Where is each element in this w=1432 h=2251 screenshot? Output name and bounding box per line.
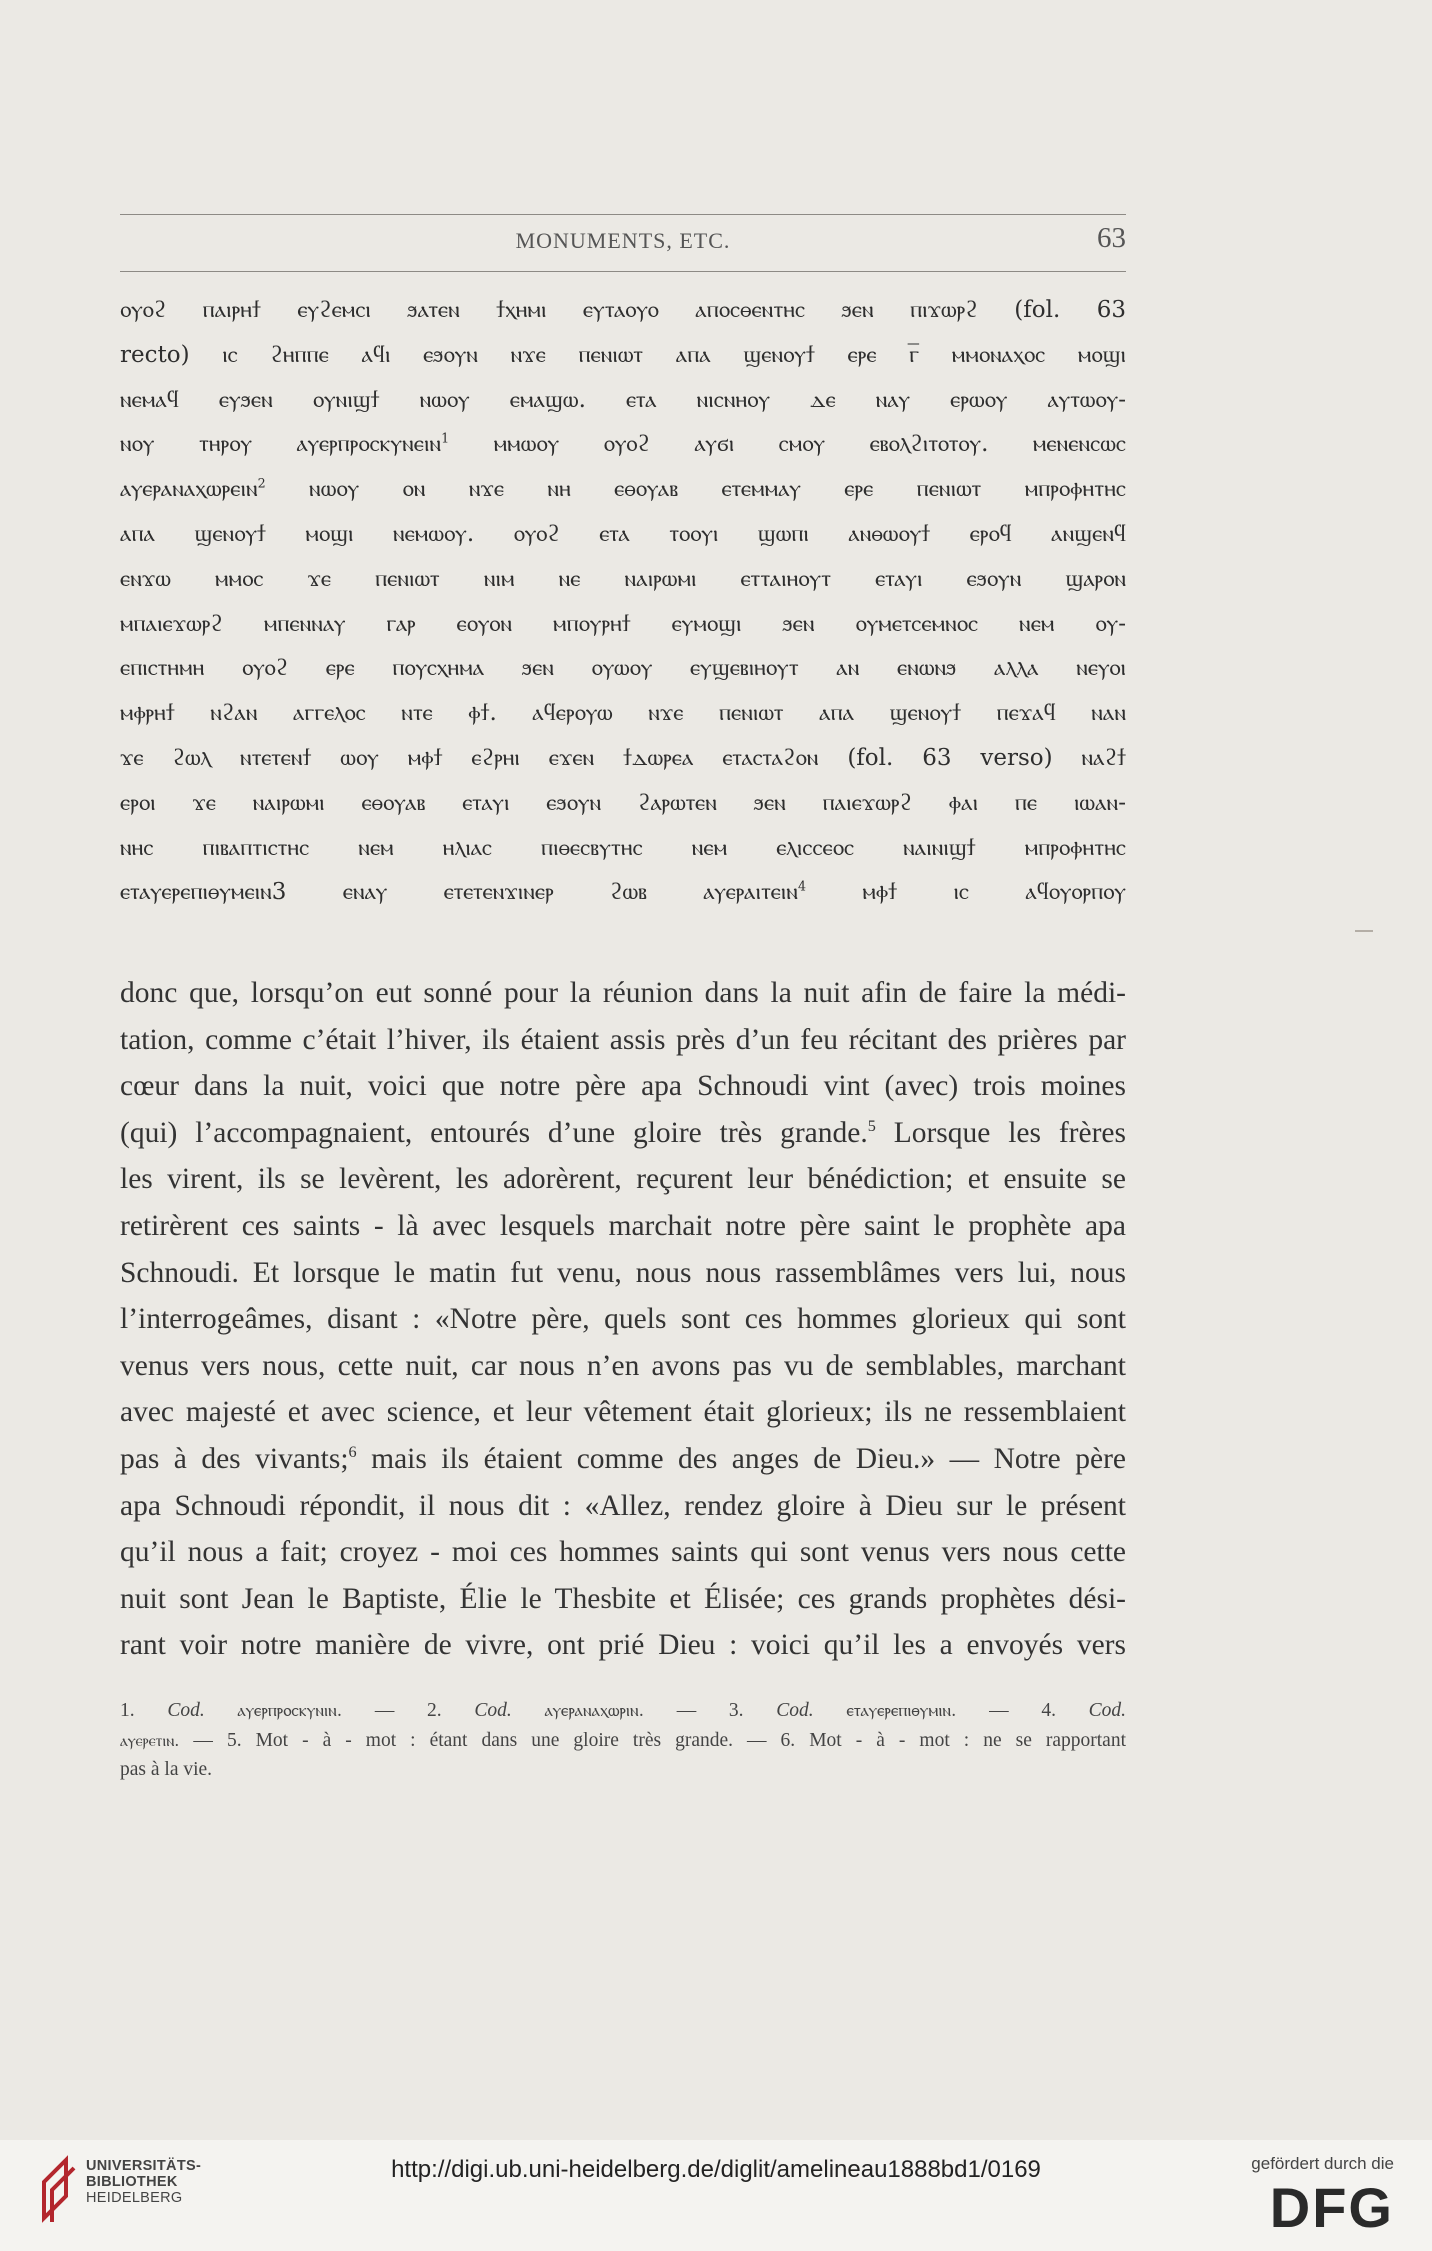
translation-line: retirèrent ces saints - là avec lesquels marchait notre père saint le prophète apa — [120, 1209, 1126, 1242]
footnote-coptic: ⲁⲩⲉⲣⲉⲧⲓⲛ. — [120, 1731, 180, 1750]
translation-line: rant voir notre manière de vivre, ont prié Dieu : voici qu’il les a envoyés vers — [120, 1629, 1126, 1662]
coptic-text-block — [120, 288, 1126, 915]
footnote-line: pas à la vie. — [120, 1759, 213, 1780]
translation-line: tation, comme c’était l’hiver, ils étaient assis près d’un feu récitant des prières par — [120, 1023, 1126, 1056]
translation-text-block — [120, 970, 1126, 1669]
footnote-coptic: ⲉⲧⲁⲩⲉⲣⲉⲡⲓⲑⲩⲙⲓⲛ. — [846, 1701, 957, 1721]
footnote-coptic: ⲁⲩⲉⲣⲁⲛⲁⲭⲱⲣⲓⲛ. — [544, 1701, 645, 1721]
coptic-line — [120, 467, 1126, 512]
coptic-line-text — [120, 431, 1126, 457]
footnote-separator: — — [676, 1700, 697, 1721]
coptic-fragment: ⲛⲱⲟⲩ ⲟⲛ ⲛϫⲉ ⲛⲏ ⲉⲑⲟⲩⲁⲃ ⲉⲧⲉⲙⲙⲁⲩ ⲉⲣⲉ ⲡⲉⲛⲓⲱⲧ ⲙⲡⲣⲟⲫⲏⲧⲏⲥ — [265, 476, 1126, 503]
footnote-ref[interactable]: 2 — [257, 475, 266, 491]
translation-line: nuit sont Jean le Baptiste, Élie le Thesbite et Élisée; ces grands prophètes dési- — [120, 1582, 1126, 1615]
margin-mark — [1355, 930, 1373, 932]
footnote-text: — 5. Mot - à - mot : étant dans une gloire très grande. — 6. Mot - à - mot : ne se rapportant — [193, 1730, 1127, 1751]
coptic-fragment: ⲛⲟⲩ ⲧⲏⲣⲟⲩ ⲁⲩⲉⲣⲡⲣⲟⲥⲕⲩⲛⲉⲓⲛ — [120, 431, 442, 458]
footnote-number: 2. — [427, 1700, 442, 1721]
footnote-cod: Cod. — [776, 1700, 814, 1721]
footnote-line — [120, 1726, 1126, 1755]
header-rule — [120, 271, 1126, 272]
library-name-line: BIBLIOTHEK — [86, 2174, 178, 2190]
running-head: MONUMENTS, ETC. — [515, 228, 731, 253]
coptic-line: ϫⲉ ϩⲱⲗ ⲛⲧⲉⲧⲉⲛϯ ⲱⲟⲩ ⲙⲫϯ ⲉϩⲣⲏⲓ ⲉϫⲉⲛ ϯⲇⲱⲣⲉⲁ ⲉⲧⲁⲥⲧⲁϩⲟⲛ (fol. 63 verso) ⲛⲁϩϯ — [120, 744, 1126, 771]
coptic-line: ⲟⲩⲟϩ ⲡⲁⲓⲣⲏϯ ⲉⲩϩⲉⲙⲥⲓ ϧⲁⲧⲉⲛ ϯⲭⲏⲙⲓ ⲉⲩⲧⲁⲟⲩⲟ ⲁⲡⲟⲥⲑⲉⲛⲧⲏⲥ ϧⲉⲛ ⲡⲓϫⲱⲣϩ (fol. 63 — [120, 297, 1126, 323]
coptic-line: ⲛⲉⲙⲁϥ ⲉⲩϧⲉⲛ ⲟⲩⲛⲓϣϯ ⲛⲱⲟⲩ ⲉⲙⲁϣⲱ. ⲉⲧⲁ ⲛⲓⲥⲛⲏⲟⲩ ⲇⲉ ⲛⲁⲩ ⲉⲣⲱⲟⲩ ⲁⲩⲧⲱⲟⲩ- — [120, 386, 1126, 413]
coptic-line — [120, 422, 1126, 467]
translation-line: cœur dans la nuit, voici que notre père apa Schnoudi vint (avec) trois moines — [120, 1070, 1126, 1103]
coptic-line: recto) ⲓⲥ ϩⲏⲡⲡⲉ ⲁϥⲓ ⲉϧⲟⲩⲛ ⲛϫⲉ ⲡⲉⲛⲓⲱⲧ ⲁⲡⲁ ϣⲉⲛⲟⲩϯ ⲉⲣⲉ ⲅ̅ ⲙⲙⲟⲛⲁⲭⲟⲥ ⲙⲟϣⲓ — [120, 341, 1126, 368]
coptic-line: ⲉⲡⲓⲥⲧⲏⲙⲏ ⲟⲩⲟϩ ⲉⲣⲉ ⲡⲟⲩⲥⲭⲏⲙⲁ ϧⲉⲛ ⲟⲩⲱⲟⲩ ⲉⲩϣⲉⲃⲓⲏⲟⲩⲧ ⲁⲛ ⲉⲛⲱⲛϧ ⲁⲗⲗⲁ ⲛⲉⲩⲟⲓ — [120, 655, 1126, 682]
translation-line: qu’il nous a fait; croyez - moi ces hommes saints qui sont venus vers nous cette — [120, 1536, 1126, 1569]
translation-fragment: Lorsque les frères — [875, 1116, 1126, 1149]
translation-fragment: pas à des vivants; — [120, 1442, 349, 1475]
translation-line: avec majesté et avec science, et leur vêtement était glorieux; ils ne ressemblaient — [120, 1396, 1126, 1429]
coptic-fragment: ⲁⲩⲉⲣⲁⲛⲁⲭⲱⲣⲉⲓⲛ — [120, 476, 258, 503]
footnote-coptic: ⲁⲩⲉⲣⲡⲣⲟⲥⲕⲩⲛⲓⲛ. — [237, 1701, 343, 1721]
coptic-line: ⲙⲡⲁⲓⲉϫⲱⲣϩ ⲙⲡⲉⲛⲛⲁⲩ ⲅⲁⲣ ⲉⲟⲩⲟⲛ ⲙⲡⲟⲩⲣⲏϯ ⲉⲩⲙⲟϣⲓ ϧⲉⲛ ⲟⲩⲙⲉⲧⲥⲉⲙⲛⲟⲥ ⲛⲉⲙ ⲟⲩ- — [120, 610, 1126, 637]
footnote-number: 4. — [1041, 1700, 1056, 1721]
footnote-ref[interactable]: 1 — [441, 430, 450, 446]
top-rule — [120, 214, 1126, 215]
coptic-line: ⲙⲫⲣⲏϯ ⲛϩⲁⲛ ⲁⲅⲅⲉⲗⲟⲥ ⲛⲧⲉ ⲫϯ. ⲁϥⲉⲣⲟⲩⲱ ⲛϫⲉ ⲡⲉⲛⲓⲱⲧ ⲁⲡⲁ ϣⲉⲛⲟⲩϯ ⲡⲉϫⲁϥ ⲛⲁⲛ — [120, 700, 1126, 727]
funding-caption: gefördert durch die — [1251, 2154, 1394, 2173]
footnotes — [120, 1696, 1126, 1784]
library-name-line: UNIVERSITÄTS- — [86, 2158, 202, 2174]
footnote-separator: — — [374, 1700, 395, 1721]
translation-line — [120, 1436, 1126, 1483]
footnote-cod: Cod. — [167, 1700, 205, 1721]
translation-fragment: (qui) l’accompagnaient, entourés d’une gloire très grande. — [120, 1116, 868, 1149]
coptic-line: ⲉⲣⲟⲓ ϫⲉ ⲛⲁⲓⲣⲱⲙⲓ ⲉⲑⲟⲩⲁⲃ ⲉⲧⲁⲩⲓ ⲉϧⲟⲩⲛ ϩⲁⲣⲱⲧⲉⲛ ϧⲉⲛ ⲡⲁⲓⲉϫⲱⲣϩ ⲫⲁⲓ ⲡⲉ ⲓⲱⲁⲛ- — [120, 789, 1126, 816]
coptic-line: ⲉⲛϫⲱ ⲙⲙⲟⲥ ϫⲉ ⲡⲉⲛⲓⲱⲧ ⲛⲓⲙ ⲛⲉ ⲛⲁⲓⲣⲱⲙⲓ ⲉⲧⲧⲁⲓⲏⲟⲩⲧ ⲉⲧⲁⲩⲓ ⲉϧⲟⲩⲛ ϣⲁⲣⲟⲛ — [120, 565, 1126, 592]
coptic-fragment: ⲙⲙⲱⲟⲩ ⲟⲩⲟϩ ⲁⲩϭⲓ ⲥⲙⲟⲩ ⲉⲃⲟⲗϩⲓⲧⲟⲧⲟⲩ. ⲙⲉⲛⲉⲛⲥⲱⲥ — [449, 431, 1126, 458]
coptic-line: ⲛⲏⲥ ⲡⲓⲃⲁⲡⲧⲓⲥⲧⲏⲥ ⲛⲉⲙ ⲏⲗⲓⲁⲥ ⲡⲓⲑⲉⲥⲃⲩⲧⲏⲥ ⲛⲉⲙ ⲉⲗⲓⲥⲥⲉⲟⲥ ⲛⲁⲓⲛⲓϣϯ ⲙⲡⲣⲟⲫⲏⲧⲏⲥ — [120, 834, 1126, 861]
translation-line: l’interrogeâmes, disant : «Notre père, quels sont ces hommes glorieux qui sont — [120, 1303, 1126, 1336]
translation-line: les virent, ils se levèrent, les adorèrent, reçurent leur bénédiction; et ensuite se — [120, 1163, 1126, 1196]
translation-line: donc que, lorsqu’on eut sonné pour la réunion dans la nuit afin de faire la médi- — [120, 977, 1126, 1009]
translation-line: Schnoudi. Et lorsque le matin fut venu, nous nous rassemblâmes vers lui, nous — [120, 1256, 1126, 1289]
footnote-cod: Cod. — [474, 1700, 512, 1721]
coptic-fragment: ⲙⲫϯ ⲓⲥ ⲁϥⲟⲩⲟⲣⲡⲟⲩ — [805, 879, 1126, 906]
translation-line: venus vers nous, cette nuit, car nous n’en avons pas vu de semblables, marchant — [120, 1349, 1126, 1382]
library-name-line: HEIDELBERG — [86, 2190, 183, 2206]
dfg-logo[interactable]: DFG — [1269, 2176, 1394, 2239]
viewer-footer — [0, 2140, 1432, 2251]
footnote-ref[interactable]: 6 — [348, 1443, 357, 1462]
footnote-line — [120, 1696, 1126, 1726]
footnote-ref[interactable]: 4 — [797, 878, 806, 894]
footnote-cod: Cod. — [1088, 1700, 1127, 1721]
permalink-url[interactable]: http://digi.ub.uni-heidelberg.de/diglit/amelineau1888bd1/0169 — [391, 2156, 1041, 2183]
footnote-separator: — — [989, 1700, 1009, 1721]
footnote-ref[interactable]: 5 — [867, 1116, 876, 1135]
translation-fragment: mais ils étaient comme des anges de Dieu.» — Notre père — [356, 1442, 1126, 1475]
coptic-line — [120, 870, 1126, 915]
coptic-fragment: ⲉⲧⲁⲩⲉⲣⲉⲡⲓⲑⲩⲙⲉⲓⲛ3 ⲉⲛⲁⲩ ⲉⲧⲉⲧⲉⲛϫⲓⲛⲉⲣ ϩⲱⲃ ⲁⲩⲉⲣⲁⲓⲧⲉⲓⲛ — [120, 879, 798, 906]
footnote-number: 3. — [728, 1700, 744, 1721]
translation-line: apa Schnoudi répondit, il nous dit : «Allez, rendez gloire à Dieu sur le présent — [120, 1489, 1126, 1522]
footnote-number: 1. — [120, 1700, 135, 1721]
translation-line — [120, 1110, 1126, 1157]
coptic-line: ⲁⲡⲁ ϣⲉⲛⲟⲩϯ ⲙⲟϣⲓ ⲛⲉⲙⲱⲟⲩ. ⲟⲩⲟϩ ⲉⲧⲁ ⲧⲟⲟⲩⲓ ϣⲱⲡⲓ ⲁⲛⲑⲱⲟⲩϯ ⲉⲣⲟϥ ⲁⲛϣⲉⲛϥ — [120, 520, 1126, 547]
page-number: 63 — [1097, 222, 1126, 254]
